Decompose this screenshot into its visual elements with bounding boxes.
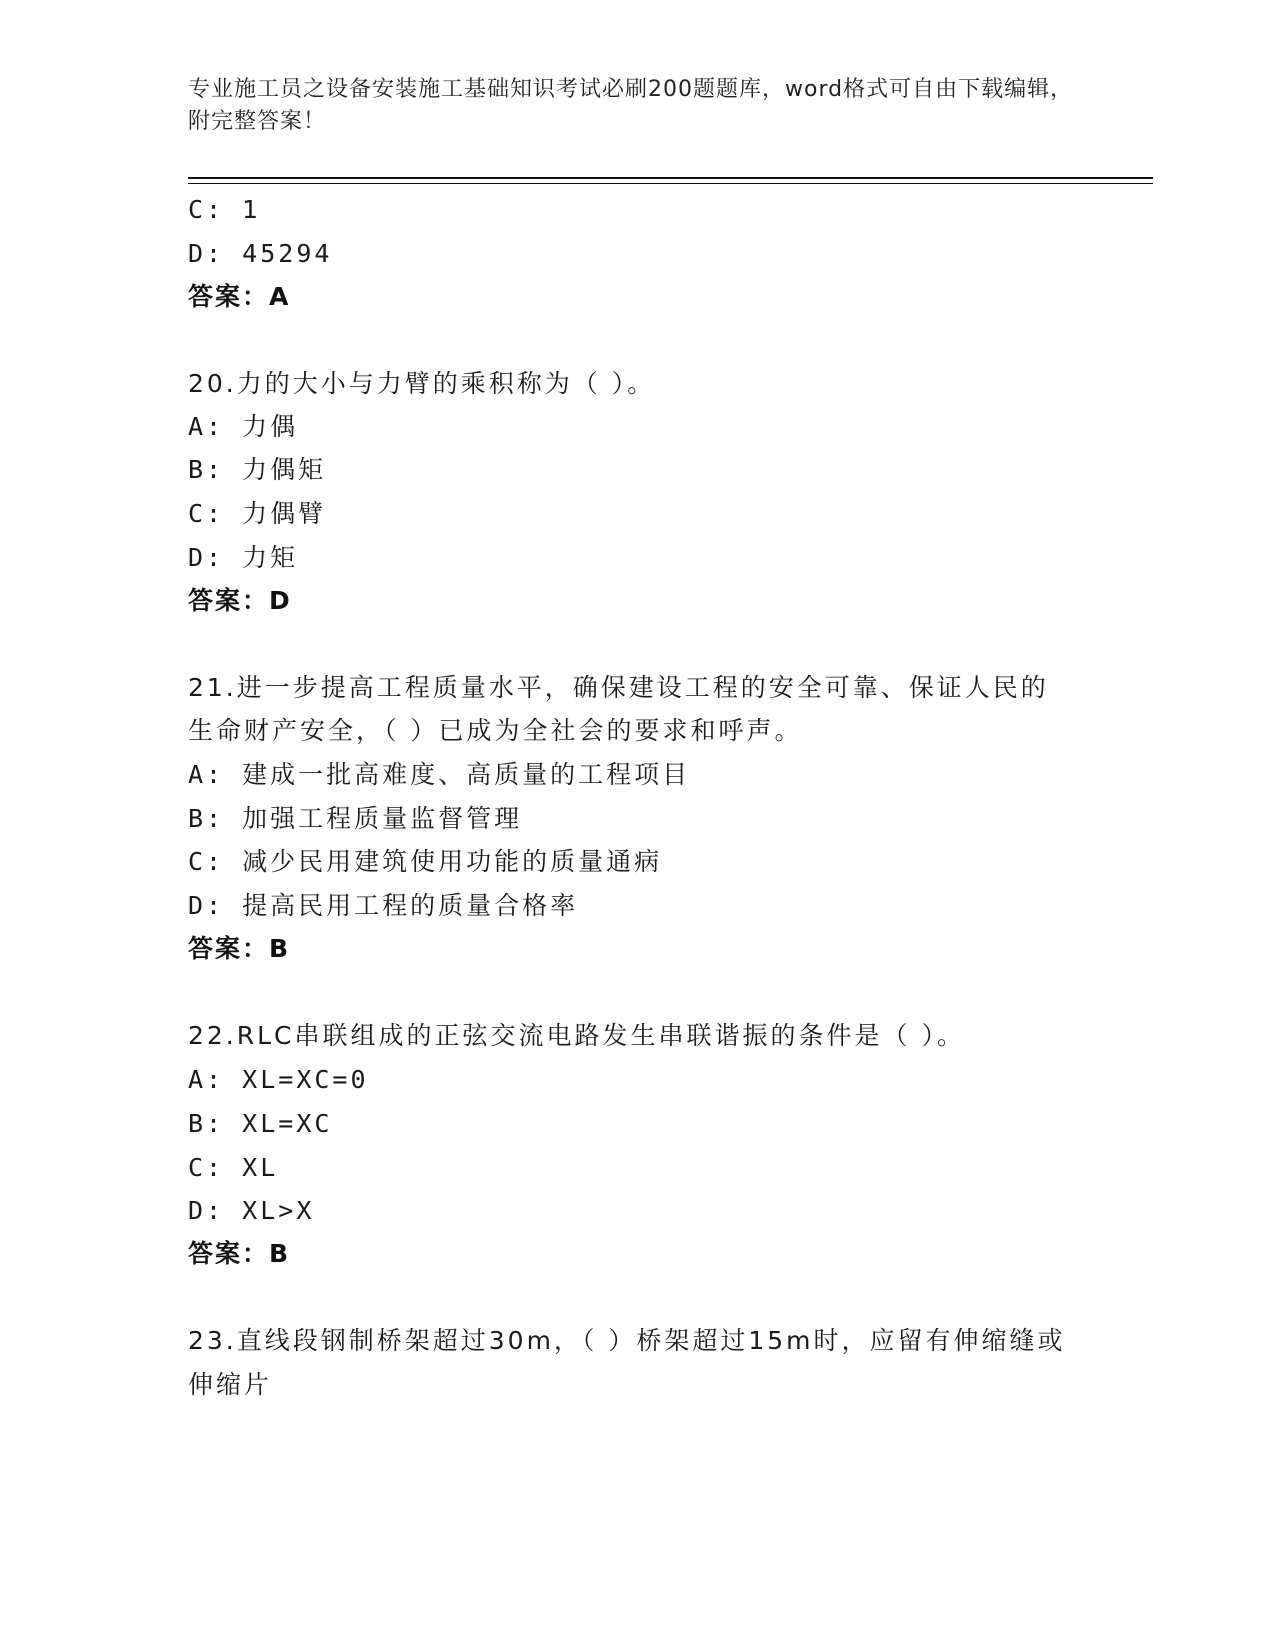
option-label: D: <box>188 239 225 268</box>
option-text: 力偶臂 <box>242 499 327 528</box>
question-stem-continued: 伸缩片 <box>188 1370 273 1399</box>
option-text: 1 <box>242 195 262 224</box>
option-text: XL>X <box>242 1196 315 1225</box>
option-label: A: <box>188 412 225 441</box>
option-label: C: <box>188 847 225 876</box>
option-text: 力矩 <box>242 543 299 572</box>
option-line <box>188 410 298 444</box>
answer-line: 答案：D <box>188 586 292 615</box>
option-text: XL=XC=0 <box>242 1065 369 1094</box>
option-label: D: <box>188 891 225 920</box>
option-label: D: <box>188 1196 225 1225</box>
option-line <box>188 497 326 531</box>
document-header: 专业施工员之设备安装施工基础知识考试必刷200题题库，word格式可自由下载编辑，附完整答案！ <box>188 77 1074 134</box>
question-stem: 22.RLC串联组成的正弦交流电路发生串联谐振的条件是（ ）。 <box>188 1021 965 1050</box>
option-line <box>188 237 332 271</box>
header-divider-thin <box>188 183 1153 184</box>
option-line <box>188 889 578 923</box>
option-label: B: <box>188 1109 225 1138</box>
option-line <box>188 1107 332 1141</box>
option-text: 45294 <box>242 239 333 268</box>
option-line <box>188 758 690 792</box>
option-text: 建成一批高难度、高质量的工程项目 <box>242 760 691 789</box>
question-stem-continued: 生命财产安全，（ ）已成为全社会的要求和呼声。 <box>188 716 803 745</box>
answer-line: 答案：B <box>188 1239 291 1268</box>
answer-line: 答案：B <box>188 934 291 963</box>
option-label: A: <box>188 760 225 789</box>
option-text: 加强工程质量监督管理 <box>242 804 523 833</box>
option-label: C: <box>188 1153 225 1182</box>
option-text: 力偶矩 <box>242 455 327 484</box>
option-line <box>188 1063 369 1097</box>
option-label: D: <box>188 543 225 572</box>
option-line <box>188 453 326 487</box>
answer-line: 答案：A <box>188 282 291 311</box>
option-label: B: <box>188 455 225 484</box>
option-text: XL=XC <box>242 1109 333 1138</box>
option-text: 减少民用建筑使用功能的质量通病 <box>242 847 663 876</box>
question-stem: 23.直线段钢制桥架超过30m，（ ）桥架超过15m时，应留有伸缩缝或 <box>188 1326 1066 1355</box>
option-text: XL <box>242 1153 279 1182</box>
option-label: B: <box>188 804 225 833</box>
option-line <box>188 541 298 575</box>
question-stem: 20.力的大小与力臂的乘积称为（ ）。 <box>188 369 656 398</box>
question-stem: 21.进一步提高工程质量水平，确保建设工程的安全可靠、保证人民的 <box>188 673 1049 702</box>
option-text: 提高民用工程的质量合格率 <box>242 891 579 920</box>
option-line <box>188 845 662 879</box>
option-label: C: <box>188 195 225 224</box>
option-line <box>188 193 261 227</box>
option-text: 力偶 <box>242 412 299 441</box>
option-line <box>188 1194 314 1228</box>
option-label: C: <box>188 499 225 528</box>
header-divider-thick <box>188 177 1153 179</box>
option-label: A: <box>188 1065 225 1094</box>
option-line <box>188 802 522 836</box>
option-line <box>188 1151 278 1185</box>
